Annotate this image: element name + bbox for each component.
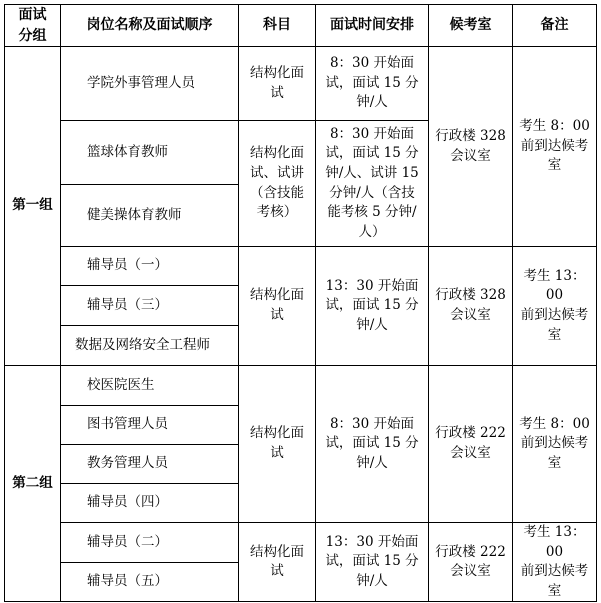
position-cell: 学院外事管理人员	[61, 47, 239, 121]
interview-schedule-table	[4, 4, 597, 602]
position-cell: 数据及网络安全工程师	[61, 326, 239, 366]
schedule-cell: 8：30 开始面 试，面试 15 分 钟/人	[316, 47, 429, 121]
room-cell: 行政楼 222 会议室	[429, 366, 513, 523]
schedule-cell: 8：30 开始面 试，面试 15 分 钟/人	[316, 366, 429, 523]
position-cell: 辅导员（三）	[61, 286, 239, 326]
position-cell: 篮球体育教师	[61, 121, 239, 185]
group-name: 第二组	[5, 366, 61, 602]
header-note: 备注	[513, 5, 597, 47]
position-cell: 图书管理人员	[61, 406, 239, 445]
header-group: 面试 分组	[5, 5, 61, 47]
subject-cell: 结构化面 试、试讲 （含技能 考核）	[239, 121, 316, 247]
room-cell: 行政楼 328 会议室	[429, 47, 513, 247]
header-row	[5, 5, 597, 47]
subject-cell: 结构化面 试	[239, 47, 316, 121]
note-cell: 考生 8：00 前到达候考 室	[513, 47, 597, 247]
table-row	[5, 47, 597, 121]
header-schedule: 面试时间安排	[316, 5, 429, 47]
table-row	[5, 366, 597, 406]
note-cell: 考生 13：00 前到达候考 室	[513, 247, 597, 366]
header-room: 候考室	[429, 5, 513, 47]
group-name: 第一组	[5, 47, 61, 366]
room-cell: 行政楼 222 会议室	[429, 523, 513, 602]
note-cell: 考生 13：00 前到达候考 室	[513, 523, 597, 602]
subject-cell: 结构化面 试	[239, 523, 316, 602]
position-cell: 辅导员（五）	[61, 563, 239, 602]
room-cell: 行政楼 328 会议室	[429, 247, 513, 366]
position-cell: 校医院医生	[61, 366, 239, 406]
note-cell: 考生 8：00 前到达候考 室	[513, 366, 597, 523]
table-row	[5, 247, 597, 286]
schedule-cell: 13：30 开始面 试，面试 15 分 钟/人	[316, 523, 429, 602]
schedule-cell: 13：30 开始面 试，面试 15 分 钟/人	[316, 247, 429, 366]
position-cell: 教务管理人员	[61, 445, 239, 484]
position-cell: 健美操体育教师	[61, 185, 239, 247]
position-cell: 辅导员（四）	[61, 484, 239, 523]
position-cell: 辅导员（二）	[61, 523, 239, 563]
subject-cell: 结构化面 试	[239, 366, 316, 523]
schedule-cell: 8：30 开始面 试，面试 15 分 钟/人、试讲 15 分钟/人（含技 能考核 5 分钟/ 人）	[316, 121, 429, 247]
header-position: 岗位名称及面试顺序	[61, 5, 239, 47]
position-cell: 辅导员（一）	[61, 247, 239, 286]
header-subject: 科目	[239, 5, 316, 47]
table-row	[5, 523, 597, 563]
subject-cell: 结构化面 试	[239, 247, 316, 366]
